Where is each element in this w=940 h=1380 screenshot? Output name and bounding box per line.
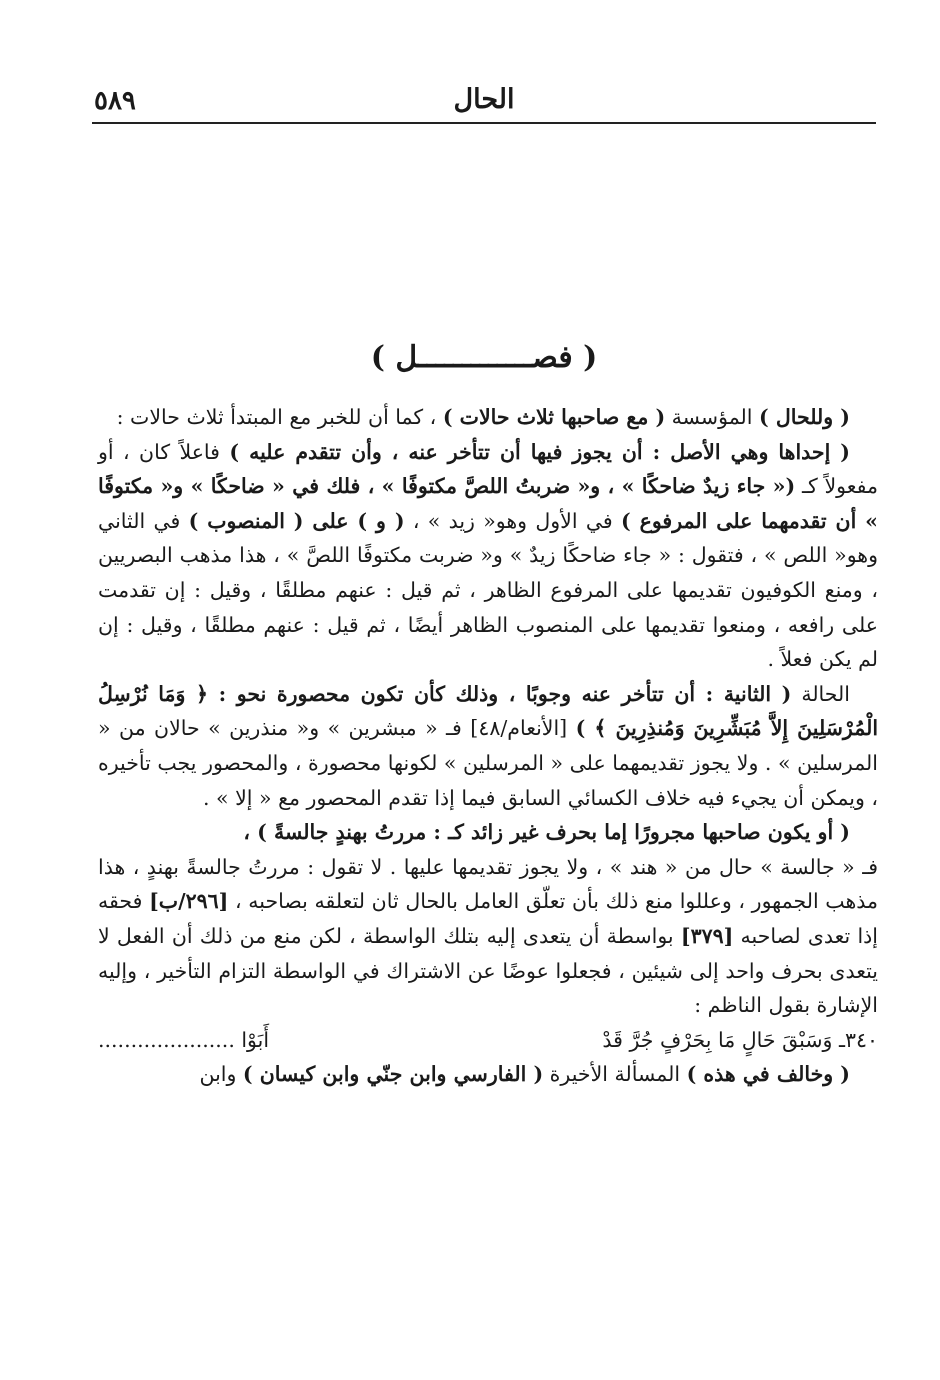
text-span: بواسطة أن يتعدى إليه بتلك الواسطة ، لكن منع من ذلك أن الفعل لا يتعدى بحرف واحد إلى شيئين ، فجعلوا عوضًا عن الاشتراك في الواسطة التزام التأخير ، وإليه الإشارة بقول الناظم :	[98, 923, 878, 1018]
text-span: المؤسسة	[665, 405, 760, 429]
paragraph-1	[98, 400, 878, 435]
text-span: ، كما أن للخبر مع المبتدأ ثلاث حالات :	[116, 405, 443, 429]
paragraph-3	[98, 677, 878, 815]
page-header	[92, 82, 876, 122]
paragraph-4	[98, 815, 878, 850]
verse-line	[98, 1023, 878, 1058]
running-title: الحال	[453, 84, 515, 115]
verse-hemistich-2: أَبَوْا .....................	[98, 1027, 270, 1052]
text-span: ( أو يكون صاحبها مجرورًا إما بحرف غير زائد كـ : مررتُ بهندٍ جالسةً ) ،	[243, 820, 850, 845]
header-rule	[92, 122, 876, 124]
folio-reference: [٣٧٩]	[680, 923, 734, 948]
verse-hemistich-1: ٣٤٠ـ وَسَبْقَ حَالٍ مَا بِحَرْفٍ جُرَّ قَدْ	[602, 1027, 878, 1052]
folio-reference: [٢٩٦/ب]	[149, 889, 229, 914]
body-text	[98, 400, 878, 1092]
paragraph-2	[98, 435, 878, 677]
text-span: ( و ) على ( المنصوب )	[188, 508, 405, 533]
page-number: ٥٨٩	[94, 86, 136, 116]
text-span: ( الثانية : أن تتأخر عنه وجوبًا ، وذلك كأن تكون محصورة نحو : ﴿ وَمَا نُرْسِلُ الْمُرْسَلِينَ إِلاَّ مُبَشِّرِينَ وَمُنذِرِينَ ﴾ )	[98, 681, 879, 741]
text-span: فحقه إذا تعدى لصاحبه	[98, 889, 878, 948]
text-span: فاعلاً كان ، أو مفعولاً كـ	[98, 439, 878, 499]
text-span: (« جاء زيدٌ ضاحكًا » ، و« ضربتُ اللصَّ مكتوفًا » ، فلك في « ضاحكًا » و« مكتوفًا » أن تقدمهما على المرفوع )	[98, 474, 878, 533]
text-span: في الأول وهو« زيد » ،	[404, 508, 621, 533]
paragraph-6	[98, 1057, 878, 1092]
text-span: ( وللحال )	[759, 405, 850, 429]
text-span: في الثاني وهو« اللص » ، فتقول : « جاء ضاحكًا زيدٌ » و« ضربت مكتوفًا اللصَّ » ، هذا مذهب البصريين ، ومنع الكوفيون تقديمها على المرفوع الظاهر ، ثم قيل : عنهم مطلقًا ، وقيل : إن تقدمت على رافعه ، ومنعوا تقديمها على المنصوب الظاهر أيضًا ، ثم قيل : عنهم مطلقًا ، وقيل : إن لم يكن فعلاً .	[98, 508, 878, 672]
text-span: ( إحداها وهي الأصل : أن يجوز فيها أن تتأخر عنه ، وأن تتقدم عليه )	[229, 439, 850, 464]
text-span: الحالة	[791, 681, 850, 706]
text-span: وابن	[199, 1062, 243, 1087]
text-span: [الأنعام/٤٨] فـ « مبشرين » و« منذرين » حالان من « المرسلين » . ولا يجوز تقديمهما على « المرسلين » لكونها محصورة ، والمحصور يجب تأخيره ، ويمكن أن يجيء فيه خلاف الكسائي السابق فيما إذا تقدم المحصور مع « إلا » .	[98, 716, 878, 810]
paragraph-5	[98, 850, 878, 1023]
text-span: ( مع صاحبها ثلاث حالات )	[442, 405, 666, 429]
text-span: فـ « جالسة » حال من « هند » ، ولا يجوز تقديمها عليها . لا تقول : مررتُ جالسةً بهندٍ ، هذا مذهب الجمهور ، وعللوا منع ذلك بأن تعلّق العامل بالحال ثان لتعلقه بصاحبه ،	[98, 854, 878, 914]
text-span: ( الفارسي وابن جنّي وابن كيسان )	[242, 1062, 544, 1087]
text-span: ( وخالف في هذه )	[686, 1062, 850, 1087]
text-span: المسألة الأخيرة	[543, 1062, 687, 1087]
section-title: ( فصـــــــــــــل )	[370, 340, 598, 375]
